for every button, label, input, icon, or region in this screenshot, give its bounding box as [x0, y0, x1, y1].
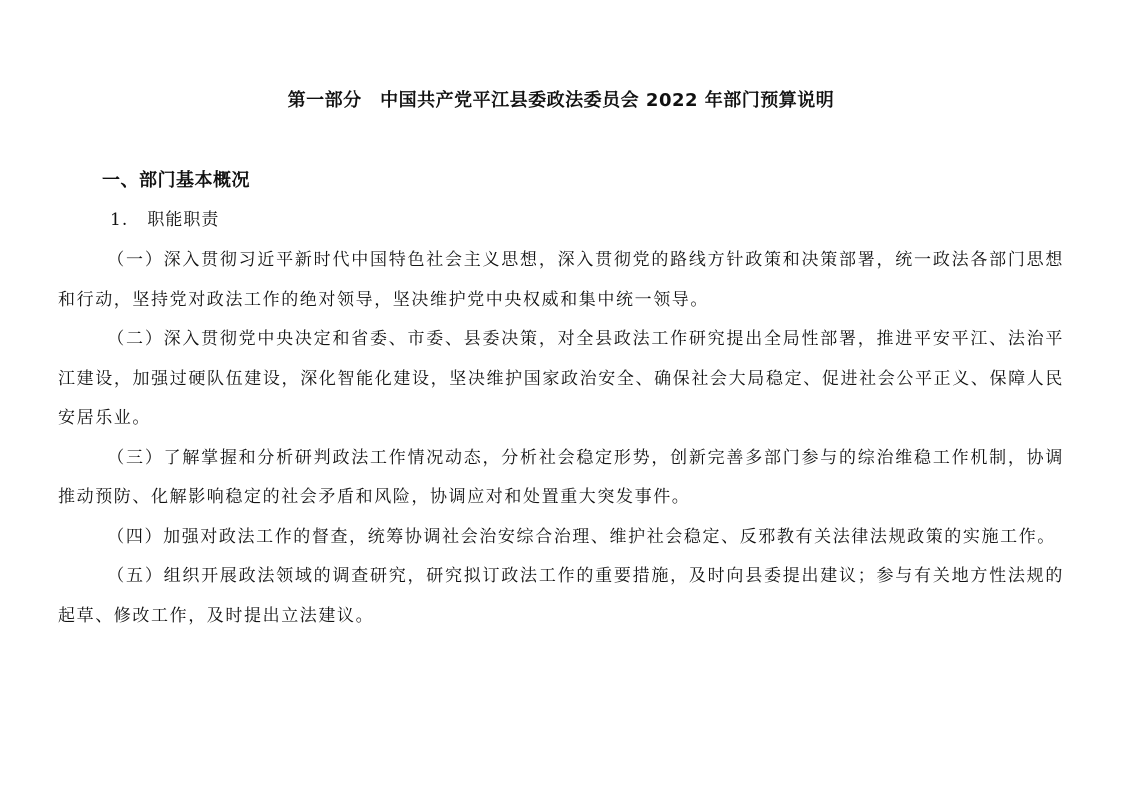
paragraph-4: （四）加强对政法工作的督查，统筹协调社会治安综合治理、维护社会稳定、反邪教有关法律法规政策的实施工作。	[107, 526, 1056, 547]
subsection-heading: 1. 职能职责	[110, 210, 220, 230]
paragraph-3: （三）了解掌握和分析研判政法工作情况动态，分析社会稳定形势，创新完善多部门参与的综治维稳工作机制，协调推动预防、化解影响稳定的社会矛盾和风险，协调应对和处置重大突发事件。	[58, 447, 1064, 507]
paragraph-5: （五）组织开展政法领域的调查研究，研究拟订政法工作的重要措施，及时向县委提出建议；参与有关地方性法规的起草、修改工作，及时提出立法建议。	[58, 566, 1064, 626]
page-title: 第一部分 中国共产党平江县委政法委员会 2022 年部门预算说明	[287, 90, 835, 111]
section-heading: 一、部门基本概况	[102, 170, 250, 191]
paragraph-2: （二）深入贯彻党中央决定和省委、市委、县委决策，对全县政法工作研究提出全局性部署，推进平安平江、法治平江建设，加强过硬队伍建设，深化智能化建设，坚决维护国家政治安全、确保社会大局稳定、促进社会公平正义、保障人民安居乐业。	[58, 329, 1064, 428]
body-text	[58, 241, 1064, 636]
paragraph-1: （一）深入贯彻习近平新时代中国特色社会主义思想，深入贯彻党的路线方针政策和决策部署，统一政法各部门思想和行动，坚持党对政法工作的绝对领导，坚决维护党中央权威和集中统一领导。	[58, 250, 1064, 310]
